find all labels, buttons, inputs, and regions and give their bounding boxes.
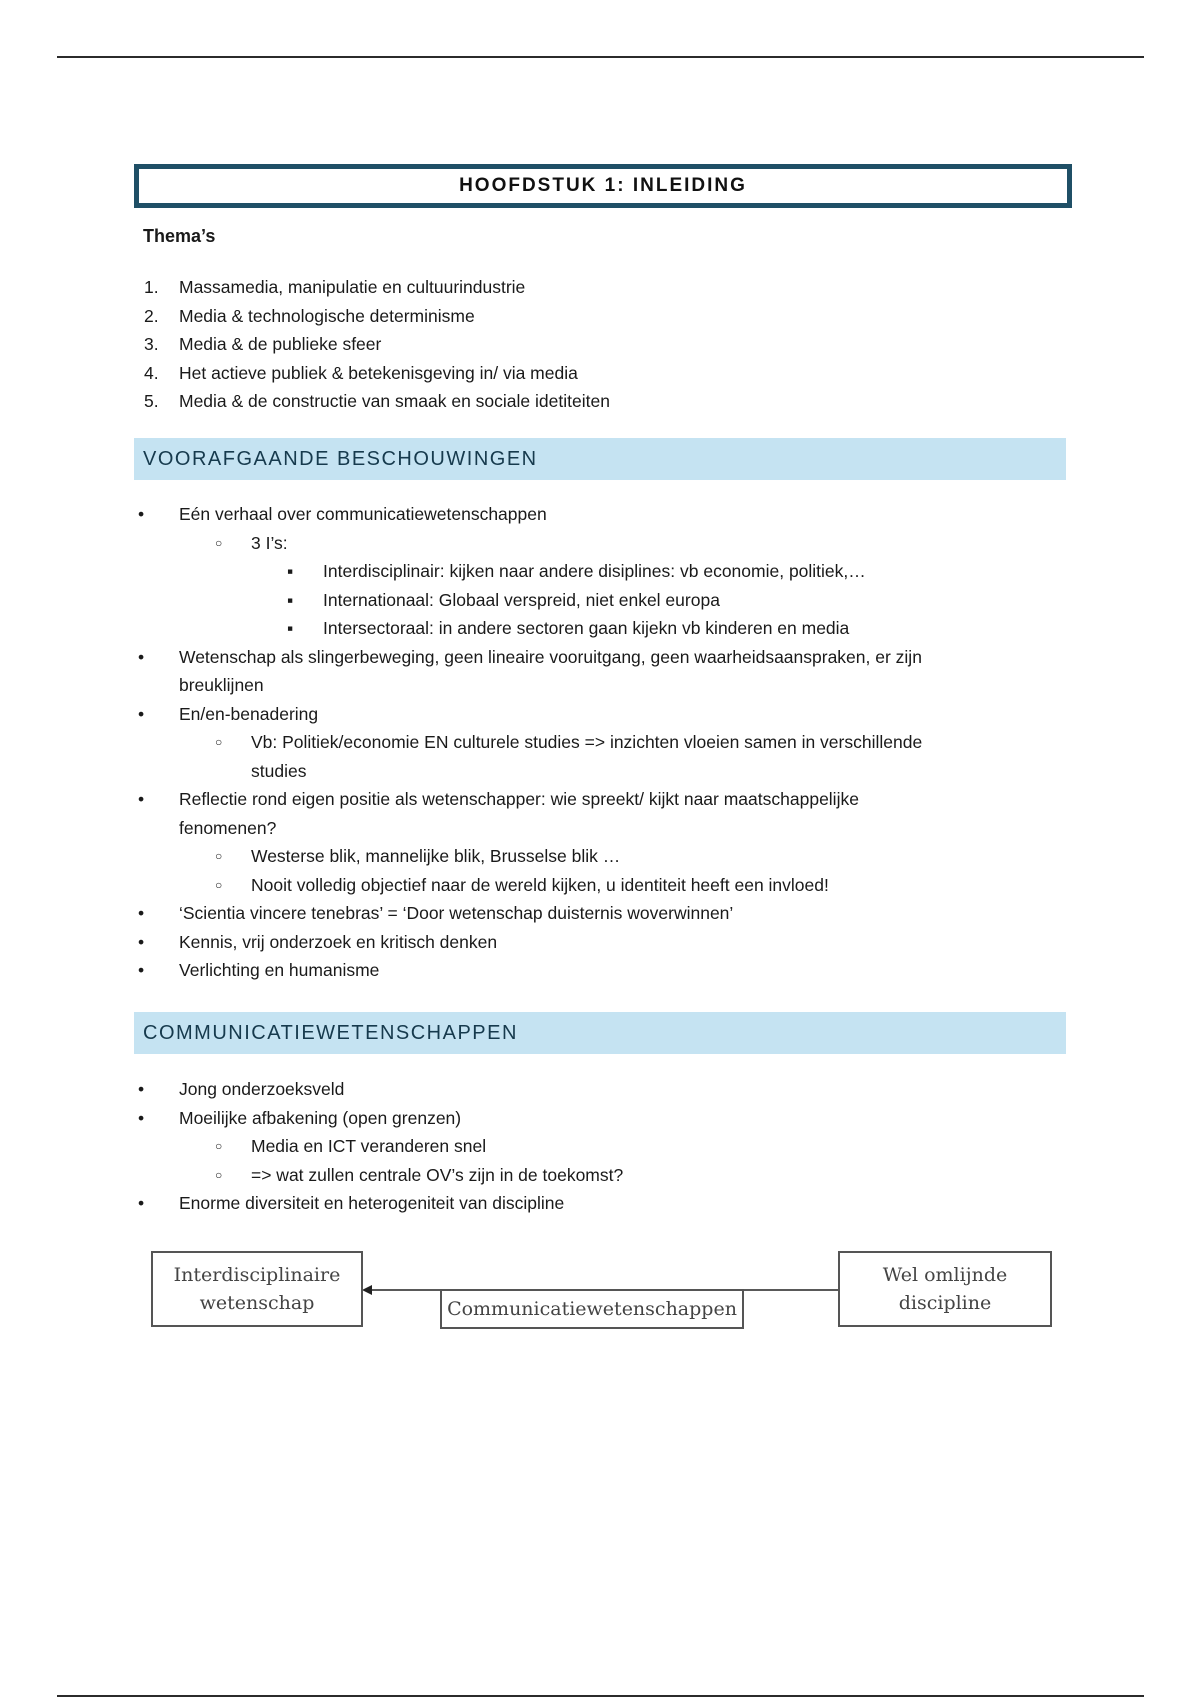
section2-list	[134, 1075, 1074, 1218]
list-number: 5.	[144, 391, 159, 411]
chapter-title: HOOFDSTUK 1: INLEIDING	[134, 164, 1072, 208]
list-item: • Jong onderzoeksveld	[134, 1075, 1074, 1104]
circle-bullet-icon	[215, 1161, 222, 1190]
bullet-icon	[138, 1189, 144, 1218]
themes-heading: Thema’s	[143, 226, 216, 246]
list-item: 4. Het actieve publiek & betekenisgeving in/ via media	[134, 359, 1074, 388]
bullet-icon	[138, 500, 144, 529]
list-item: • Reflectie rond eigen positie als wetenschapper: wie spreekt/ kijkt naar maatschappelijke	[134, 785, 1074, 814]
list-item: ▪ Intersectoraal: in andere sectoren gaan kijekn vb kinderen en media	[134, 614, 1074, 643]
bullet-icon	[138, 899, 144, 928]
list-item: ○ Media en ICT veranderen snel	[134, 1132, 1074, 1161]
list-item: • En/en-benadering	[134, 700, 1074, 729]
square-bullet-icon	[287, 614, 293, 643]
list-item: • Verlichting en humanisme	[134, 956, 1074, 985]
list-number: 4.	[144, 362, 159, 383]
diagram-box-wel-omlijnde-discipline: Wel omlijnde discipline	[838, 1251, 1052, 1327]
bullet-icon	[138, 1075, 144, 1104]
bullet-icon	[138, 928, 144, 957]
list-item-continuation: breuklijnen	[179, 675, 264, 695]
list-number: 2.	[144, 305, 159, 326]
section-heading-communicatiewetenschappen: COMMUNICATIEWETENSCHAPPEN	[134, 1012, 1066, 1054]
bullet-icon	[138, 700, 144, 729]
circle-bullet-icon	[215, 842, 222, 871]
list-item: ○ => wat zullen centrale OV’s zijn in de toekomst?	[134, 1161, 1074, 1190]
square-bullet-icon	[287, 586, 293, 615]
circle-bullet-icon	[215, 1132, 222, 1161]
list-item: • Enorme diversiteit en heterogeniteit van discipline	[134, 1189, 1074, 1218]
list-item: ○ Nooit volledig objectief naar de wereld kijken, u identiteit heeft een invloed!	[134, 871, 1074, 900]
list-item: • Eén verhaal over communicatiewetenschappen	[134, 500, 1074, 529]
list-number: 1.	[144, 277, 159, 297]
square-bullet-icon	[287, 557, 293, 586]
list-item: 2. Media & technologische determinisme	[134, 302, 1074, 331]
list-item: ○ Vb: Politiek/economie EN culturele studies => inzichten vloeien samen in verschillende	[134, 728, 1074, 757]
diagram-box-communicatiewetenschappen: Communicatiewetenschappen	[440, 1289, 744, 1329]
bottom-rule	[57, 1695, 1144, 1697]
circle-bullet-icon	[215, 728, 222, 757]
list-item: ▪ Interdisciplinair: kijken naar andere disiplines: vb economie, politiek,…	[134, 557, 1074, 586]
circle-bullet-icon	[215, 871, 222, 900]
bullet-icon	[138, 785, 144, 814]
section-heading-voorafgaande: VOORAFGAANDE BESCHOUWINGEN	[134, 438, 1066, 480]
top-rule	[57, 56, 1144, 58]
list-item: • Kennis, vrij onderzoek en kritisch denken	[134, 928, 1074, 957]
bullet-icon	[138, 1104, 144, 1133]
list-item: • Moeilijke afbakening (open grenzen)	[134, 1104, 1074, 1133]
list-item: 3. Media & de publieke sfeer	[134, 330, 1074, 359]
list-item-continuation: fenomenen?	[179, 817, 277, 838]
list-item: ▪ Internationaal: Globaal verspreid, niet enkel europa	[134, 586, 1074, 615]
list-item: 5. Media & de constructie van smaak en sociale idetiteiten	[134, 387, 1074, 416]
list-item: 1. Massamedia, manipulatie en cultuurindustrie	[134, 273, 1074, 302]
diagram-box-interdisciplinaire: Interdisciplinaire wetenschap	[151, 1251, 363, 1327]
list-item: • ‘Scientia vincere tenebras’ = ‘Door wetenschap duisternis woverwinnen’	[134, 899, 1074, 928]
list-item: ○ 3 I’s:	[134, 529, 1074, 558]
themes-list	[134, 273, 1074, 416]
circle-bullet-icon	[215, 529, 222, 558]
list-item-continuation: studies	[251, 760, 307, 781]
list-item: • Wetenschap als slingerbeweging, geen lineaire vooruitgang, geen waarheidsaanspraken, er zijn	[134, 643, 1074, 672]
bullet-icon	[138, 956, 144, 985]
bullet-icon	[138, 643, 144, 672]
list-number: 3.	[144, 334, 159, 354]
section1-list	[134, 500, 1074, 985]
list-item: ○ Westerse blik, mannelijke blik, Brusselse blik …	[134, 842, 1074, 871]
